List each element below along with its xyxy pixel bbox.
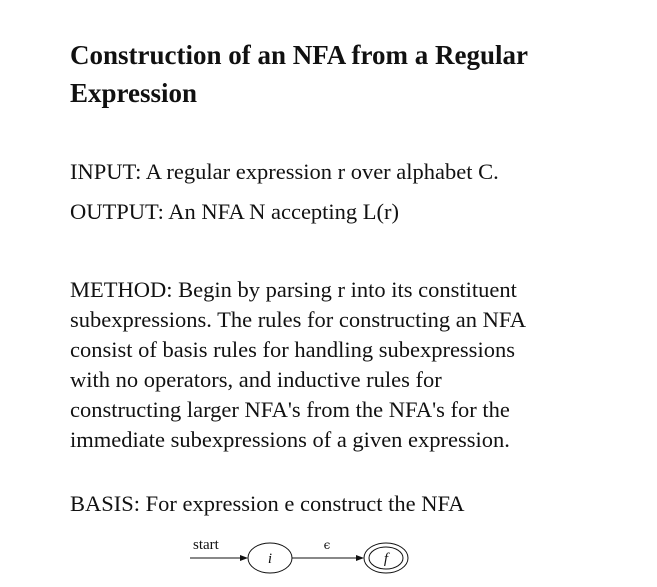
method-paragraph [70, 275, 640, 455]
title-line-2: Expression [70, 78, 198, 108]
initial-state-label: i [267, 551, 273, 567]
method-line: constructing larger NFA's from the NFA's for the [70, 397, 510, 422]
output-statement: OUTPUT: An NFA N accepting L(r) [70, 199, 400, 224]
method-line: subexpressions. The rules for constructing an NFA [70, 307, 526, 332]
method-line: METHOD: Begin by parsing r into its constituent [70, 277, 517, 302]
method-line: consist of basis rules for handling subexpressions [70, 337, 515, 362]
method-line: immediate subexpressions of a given expression. [70, 427, 510, 452]
method-line: with no operators, and inductive rules for [70, 367, 442, 392]
input-statement: INPUT: A regular expression r over alphabet C. [70, 159, 499, 184]
page-title [70, 36, 630, 112]
transition-label: ϵ [323, 538, 331, 552]
title-line-1: Construction of an NFA from a Regular [70, 40, 528, 70]
final-state-label: f [383, 551, 389, 567]
nfa-diagram [190, 532, 420, 584]
start-label: start [193, 537, 219, 553]
basis-statement: BASIS: For expression e construct the NFA [70, 491, 465, 516]
